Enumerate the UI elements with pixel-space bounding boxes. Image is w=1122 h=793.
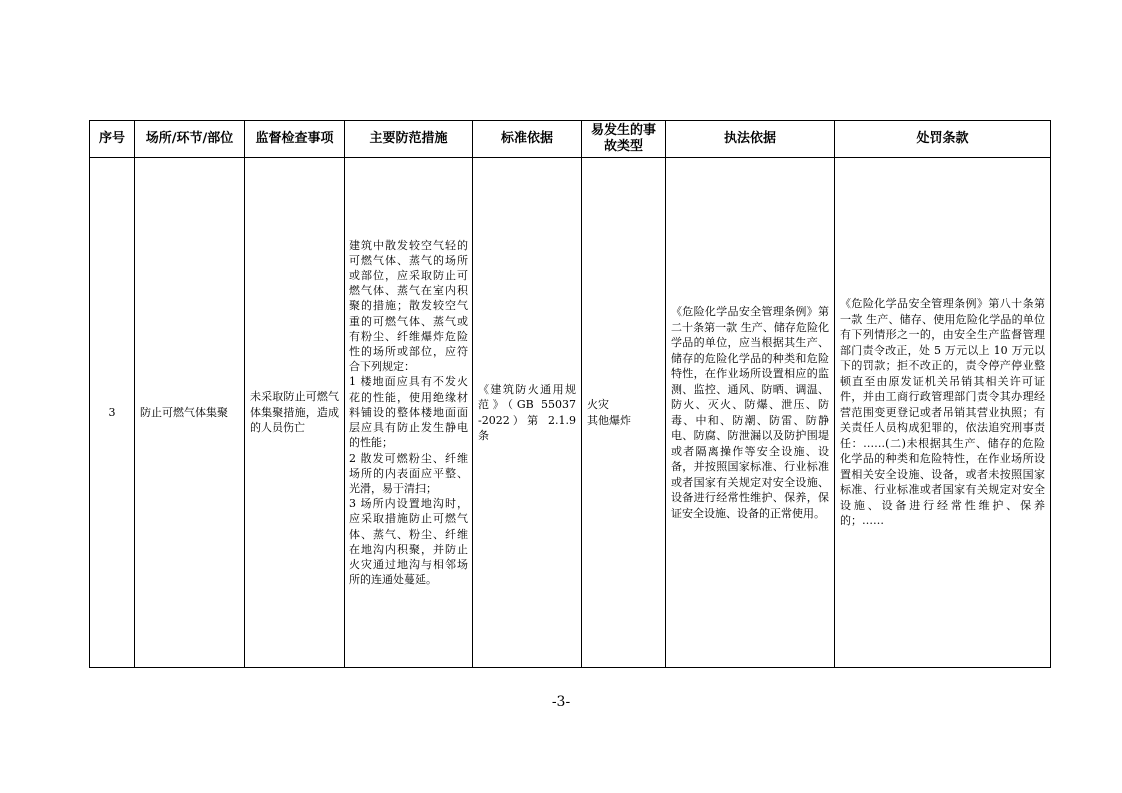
cell-penalty-clause-text: 《危险化学品安全管理条例》第八十条第一款 生产、储存、使用危险化学品的单位有下列情形之一的，由安全生产监督管理部门责令改正，处 5 万元以上 10 万元以下的罚款；拒不改正的，责令停产停业整顿直至由原发证机关吊销其相关许可证件，并由工商行政管理部门责令其办理经营范围变更登记或者吊销其营业执照；有关责任人员构成犯罪的，依法追究刑事责任：……(二)未根据其生产、储存的危险化学品的种类和危险特性，在作业场所设置相关安全设施、设备，或者未按照国家标准、行业标准或者国家有关规定对安全设施、设备进行经常性维护、保养的；…… — [840, 297, 1045, 528]
header-index: 序号 — [90, 121, 135, 158]
cell-penalty-clause — [835, 158, 1051, 668]
cell-index-text: 3 — [108, 405, 116, 419]
header-standard-basis: 标准依据 — [473, 121, 582, 158]
cell-index — [90, 158, 135, 668]
cell-preventive-measures-text: 建筑中散发较空气轻的可燃气体、蒸气的场所或部位，应采取防止可燃气体、蒸气在室内积聚的措施；散发较空气重的可燃气体、蒸气或有粉尘、纤维爆炸危险性的场所或部位，应符合下列规定： 1 楼地面应具有不发火花的性能，使用绝缘材料铺设的整体楼地面面层应具有防止发生静电的性能； 2 散发可燃粉尘、纤维场所的内表面应平整、光滑，易于清扫； 3 场所内设置地沟时，应采取措施防止可燃气体、蒸气、粉尘、纤维在地沟内积聚，并防止火灾通过地沟与相邻场所的连通处蔓延。 — [349, 238, 468, 587]
cell-inspection-item — [245, 158, 345, 668]
header-inspection-item: 监督检查事项 — [245, 121, 345, 158]
cell-location-text: 防止可燃气体集聚 — [140, 405, 228, 419]
table-row — [90, 158, 1051, 668]
cell-preventive-measures — [345, 158, 473, 668]
table-header-row — [90, 121, 1051, 158]
cell-location — [135, 158, 245, 668]
regulation-table — [89, 120, 1051, 668]
header-accident-type: 易发生的事故类型 — [582, 121, 666, 158]
header-preventive-measures: 主要防范措施 — [345, 121, 473, 158]
header-penalty-clause: 处罚条款 — [835, 121, 1051, 158]
header-location: 场所/环节/部位 — [135, 121, 245, 158]
cell-inspection-item-text: 未采取防止可燃气体集聚措施，造成的人员伤亡 — [250, 390, 339, 435]
cell-enforcement-basis-text: 《危险化学品安全管理条例》第二十条第一款 生产、储存危险化学品的单位，应当根据其生产、储存的危险化学品的种类和危险特性，在作业场所设置相应的监测、监控、通风、防晒、调温、防火、灭火、防爆、泄压、防毒、中和、防潮、防雷、防静电、防腐、防泄漏以及防护围堤或者隔离操作等安全设施、设备，并按照国家标准、行业标准或者国家有关规定对安全设施、设备进行经常性维护、保养，保证安全设施、设备的正常使用。 — [671, 305, 829, 520]
page-number: -3- — [551, 694, 571, 710]
header-enforcement-basis: 执法依据 — [666, 121, 835, 158]
cell-enforcement-basis — [666, 158, 835, 668]
cell-standard-basis — [473, 158, 582, 668]
cell-accident-type-text: 火灾 其他爆炸 — [587, 398, 631, 427]
cell-standard-basis-text: 《建筑防火通用规范》（GB 55037 -2022）第 2.1.9 条 — [478, 382, 576, 442]
cell-accident-type — [582, 158, 666, 668]
